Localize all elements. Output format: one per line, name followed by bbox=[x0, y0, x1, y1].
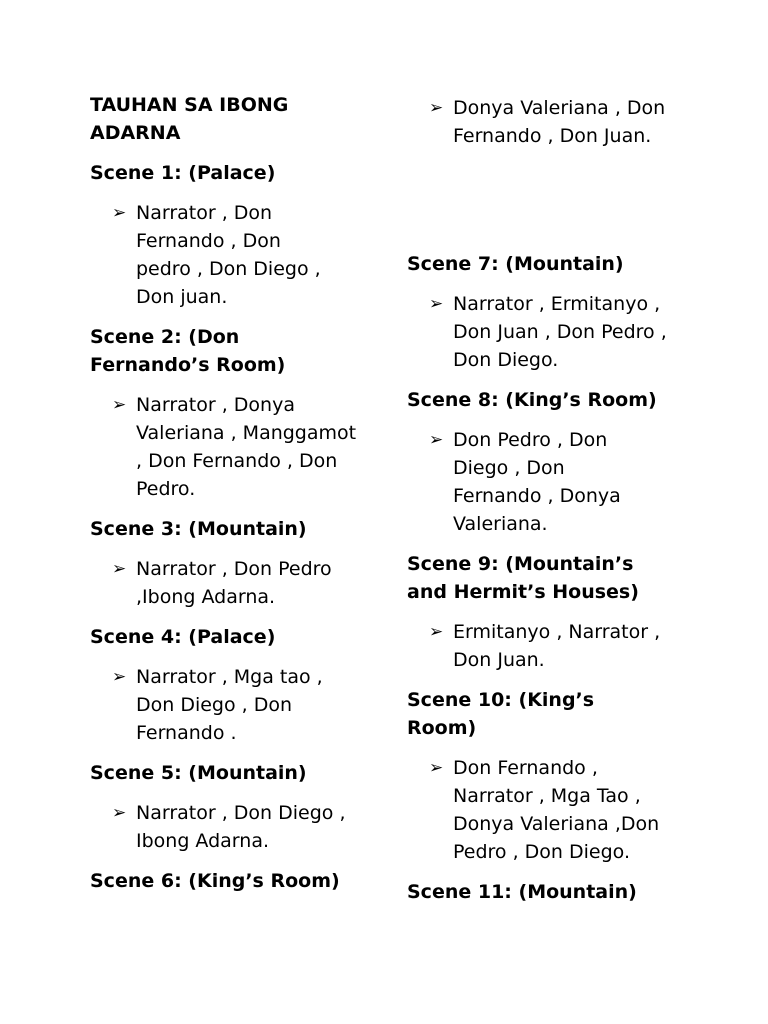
scene-10-cast bbox=[407, 754, 683, 866]
document-title: TAUHAN SA IBONG ADARNA bbox=[90, 94, 289, 144]
column-blank-space bbox=[407, 162, 697, 250]
arrow-bullet-icon: ➢ bbox=[429, 430, 444, 450]
scene-2-cast-text: Narrator , Donya Valeriana , Manggamot , Don Fernando , Don Pedro. bbox=[136, 394, 357, 500]
arrow-bullet-icon: ➢ bbox=[112, 559, 127, 579]
arrow-bullet-icon: ➢ bbox=[112, 203, 127, 223]
scene-6-heading: Scene 6: (King’s Room) bbox=[90, 870, 340, 892]
scene-2-heading: Scene 2: (Don Fernando’s Room) bbox=[90, 326, 286, 376]
scene-5-heading: Scene 5: (Mountain) bbox=[90, 762, 307, 784]
arrow-bullet-icon: ➢ bbox=[429, 622, 444, 642]
scene-3-cast bbox=[90, 555, 361, 611]
scene-1-cast bbox=[90, 199, 336, 311]
scene-7-cast-text: Narrator , Ermitanyo , Don Juan , Don Pedro , Don Diego. bbox=[453, 293, 667, 371]
scene-1-heading: Scene 1: (Palace) bbox=[90, 162, 276, 184]
scene-6-cast-continued bbox=[407, 94, 683, 150]
right-column bbox=[407, 94, 697, 918]
left-column bbox=[90, 91, 380, 907]
scene-7-heading: Scene 7: (Mountain) bbox=[407, 253, 624, 275]
scene-10-cast-text: Don Fernando , Narrator , Mga Tao , Donya Valeriana ,Don Pedro , Don Diego. bbox=[453, 757, 660, 863]
scene-6-cast-text: Donya Valeriana , Don Fernando , Don Juan. bbox=[453, 97, 666, 147]
scene-9-cast-text: Ermitanyo , Narrator , Don Juan. bbox=[453, 621, 661, 671]
arrow-bullet-icon: ➢ bbox=[112, 395, 127, 415]
scene-5-cast-text: Narrator , Don Diego , Ibong Adarna. bbox=[136, 802, 346, 852]
scene-9-cast bbox=[407, 618, 683, 674]
scene-4-cast-text: Narrator , Mga tao , Don Diego , Don Fernando . bbox=[136, 666, 323, 744]
scene-1-cast-text: Narrator , Don Fernando , Don pedro , Don Diego , Don juan. bbox=[136, 202, 321, 308]
arrow-bullet-icon: ➢ bbox=[112, 803, 127, 823]
scene-7-cast bbox=[407, 290, 678, 374]
scene-2-cast bbox=[90, 391, 366, 503]
scene-8-heading: Scene 8: (King’s Room) bbox=[407, 389, 657, 411]
scene-10-heading: Scene 10: (King’s Room) bbox=[407, 689, 595, 739]
arrow-bullet-icon: ➢ bbox=[429, 294, 444, 314]
scene-9-heading: Scene 9: (Mountain’s and Hermit’s Houses) bbox=[407, 553, 639, 603]
scene-4-cast bbox=[90, 663, 341, 747]
scene-4-heading: Scene 4: (Palace) bbox=[90, 626, 276, 648]
arrow-bullet-icon: ➢ bbox=[429, 758, 444, 778]
scene-8-cast-text: Don Pedro , Don Diego , Don Fernando , Donya Valeriana. bbox=[453, 429, 621, 535]
scene-8-cast bbox=[407, 426, 653, 538]
arrow-bullet-icon: ➢ bbox=[112, 667, 127, 687]
arrow-bullet-icon: ➢ bbox=[429, 98, 444, 118]
scene-11-heading: Scene 11: (Mountain) bbox=[407, 881, 637, 903]
scene-3-heading: Scene 3: (Mountain) bbox=[90, 518, 307, 540]
scene-5-cast bbox=[90, 799, 366, 855]
scene-3-cast-text: Narrator , Don Pedro ,Ibong Adarna. bbox=[136, 558, 332, 608]
